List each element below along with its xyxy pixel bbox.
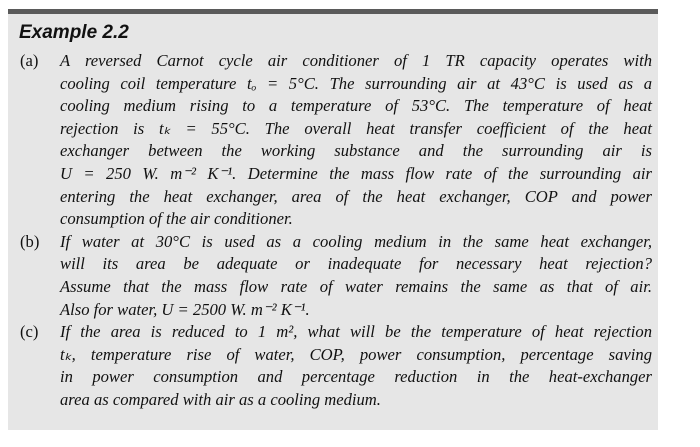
part-a-line: exchanger between the working substance and the surrounding air is — [60, 141, 652, 161]
part-c-line: tₖ, temperature rise of water, COP, power consumption, percentage saving — [60, 344, 652, 364]
part-a-line: cooling coil temperature tₒ = 5°C. The surrounding air at 43°C is used as a — [60, 73, 652, 93]
example-parts — [20, 50, 652, 412]
part-a-line: rejection is tₖ = 55°C. The overall heat transfer coefficient of the heat — [60, 118, 652, 138]
part-c-body — [60, 321, 652, 411]
part-a — [20, 50, 652, 231]
top-rule — [8, 9, 658, 14]
example-title: Example 2.2 — [19, 22, 129, 43]
part-a-line: consumption of the air conditioner. — [60, 209, 293, 229]
part-b-line: If water at 30°C is used as a cooling medium in the same heat exchanger, — [60, 231, 652, 251]
part-a-line: A reversed Carnot cycle air conditioner of 1 TR capacity operates with — [60, 51, 652, 70]
part-c-line: area as compared with air as a cooling medium. — [60, 389, 381, 409]
part-a-line: entering the heat exchanger, area of the heat exchanger, COP and power — [60, 186, 652, 206]
part-c-label: (c) — [20, 322, 39, 342]
part-a-body — [60, 50, 652, 231]
part-b-line: Also for water, U = 2500 W. m⁻² K⁻¹. — [60, 299, 310, 319]
part-c-line: in power consumption and percentage reduction in the heat-exchanger — [60, 367, 652, 387]
part-c-line: If the area is reduced to 1 m², what will be the temperature of heat rejection — [60, 322, 652, 342]
part-a-label: (a) — [20, 51, 39, 70]
part-c — [20, 321, 652, 411]
part-b-body — [60, 231, 652, 321]
part-b — [20, 231, 652, 321]
part-b-line: will its area be adequate or inadequate for necessary heat rejection? — [60, 254, 652, 274]
part-a-line: cooling medium rising to a temperature of 53°C. The temperature of heat — [60, 96, 652, 116]
part-b-label: (b) — [20, 231, 40, 251]
part-b-line: Assume that the mass flow rate of water remains the same as that of air. — [60, 276, 652, 296]
part-a-line: U = 250 W. m⁻² K⁻¹. Determine the mass flow rate of the surrounding air — [60, 163, 652, 183]
